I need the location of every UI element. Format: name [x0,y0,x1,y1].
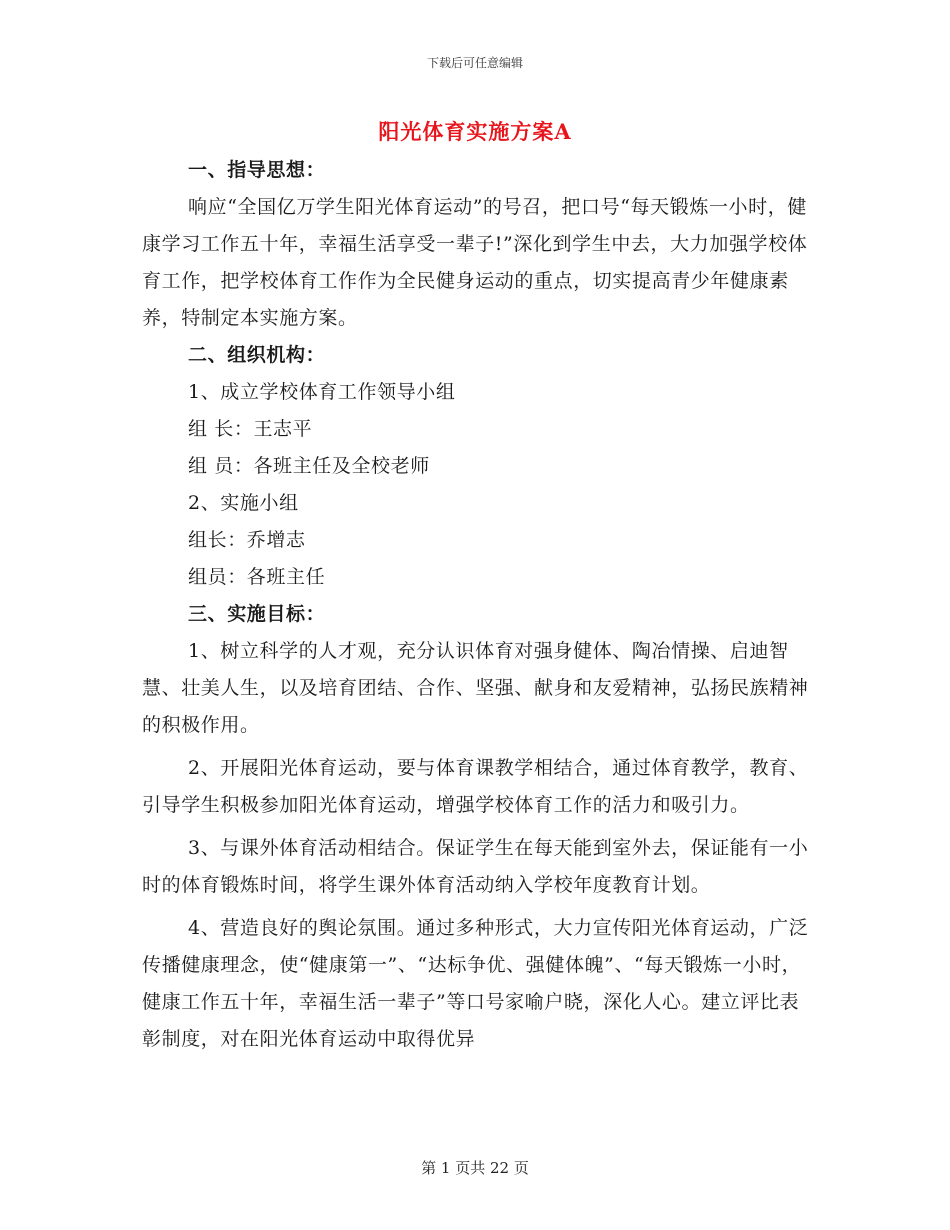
paragraph-guiding-thought: 响应“全国亿万学生阳光体育运动”的号召，把口号“每天锻炼一小时，健康学习工作五十年，幸福生活享受一辈子!”深化到学生中去，大力加强学校体育工作，把学校体育工作作为全民健身运动的重点，切实提高青少年健康素养，特制定本实施方案。 [142,196,808,329]
goal-paragraph: 4、营造良好的舆论氛围。通过多种形式，大力宣传阳光体育运动，广泛传播健康理念，使“健康第一”、“达标争优、强健体魄”、“每天锻炼一小时，健康工作五十年，幸福生活一辈子”等口号家喻户晓，深化人心。建立评比表彰制度，对在阳光体育运动中取得优异 [142,917,809,1050]
section-heading-guiding-thought: 一、指导思想： [188,159,326,181]
goal-paragraph: 2、开展阳光体育运动，要与体育课教学相结合，通过体育教学，教育、引导学生积极参加阳光体育运动，增强学校体育工作的活力和吸引力。 [142,757,809,816]
org-line: 组员：各班主任 [188,566,326,588]
org-line: 2、实施小组 [188,492,299,514]
page-number: 第 1 页共 22 页 [421,1159,529,1177]
document-body [142,152,812,1058]
section-heading-organization: 二、组织机构： [188,344,326,366]
goal-paragraph: 1、树立科学的人才观，充分认识体育对强身健体、陶冶情操、启迪智慧、壮美人生，以及培育团结、合作、坚强、献身和友爱精神，弘扬民族精神的积极作用。 [142,640,809,736]
page-header: 下载后可任意编辑 [426,56,523,70]
section-heading-goals: 三、实施目标： [188,603,326,625]
org-line: 组长：乔增志 [188,529,306,551]
document-title: 阳光体育实施方案A [378,119,572,144]
org-line: 1、成立学校体育工作领导小组 [188,381,456,403]
goal-paragraph: 3、与课外体育活动相结合。保证学生在每天能到室外去，保证能有一小时的体育锻炼时间，将学生课外体育活动纳入学校年度教育计划。 [142,837,809,896]
org-line: 组 员：各班主任及全校老师 [188,455,430,477]
org-line: 组 长：王志平 [188,418,313,440]
